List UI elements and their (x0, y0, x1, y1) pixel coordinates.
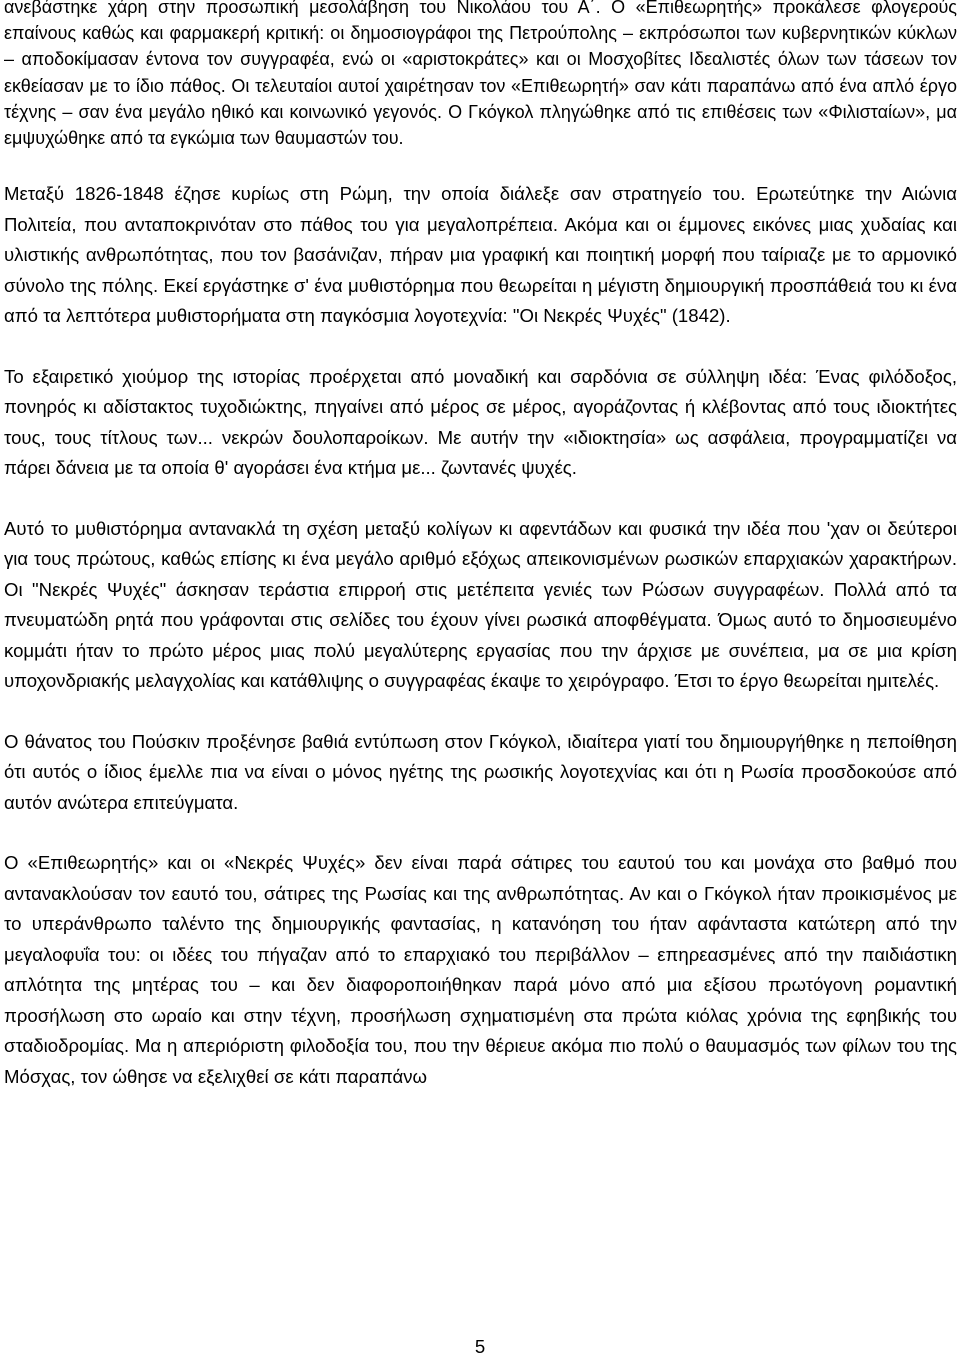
document-page (4, 0, 957, 1122)
paragraph-2: Μεταξύ 1826-1848 έζησε κυρίως στη Ρώμη, την οποία διάλεξε σαν στρατηγείο του. Ερωτεύτηκε την Αιώνια Πολιτεία, που ανταποκρινόταν στο πάθος του για μεγαλοπρέπεια. Ακόμα και οι έμμονες εικόνες μιας χυδαίας και υλιστικής ανθρωπότητας, που τον βασάνιζαν, πήραν μια γραφική και ποιητική μορφή που ταίριαζε με το αρμονικό σύνολο της πόλης. Εκεί εργάστηκε σ' ένα μυθιστόρημα που θεωρείται η μέγιστη δημιουργική προσπάθειά του κι ένα από τα λεπτότερα μυθιστορήματα στη παγκόσμια λογοτεχνία: "Οι Νεκρές Ψυχές" (1842). (4, 183, 957, 327)
paragraph-1: ανεβάστηκε χάρη στην προσωπική μεσολάβηση του Νικολάου του Α΄. Ο «Επιθεωρητής» προκάλεσε φλογερούς επαίνους καθώς και φαρμακερή κριτική: οι δημοσιογράφοι της Πετρούπολης – εκπρόσωποι των κυβερνητικών κύκλων – αποδοκίμασαν έντονα τον συγγραφέα, ενώ οι «αριστοκράτες» και οι Μοσχοβίτες Ιδεαλιστές όλων των τάσεων τον εκθείασαν με το ίδιο πάθος. Οι τελευταίοι αυτοί χαιρέτησαν τον «Επιθεωρητή» σαν κάτι παραπάνω από ένα απλό έργο τέχνης – σαν ένα μεγάλο ηθικό και κοινωνικό γεγονός. Ο Γκόγκολ πληγώθηκε από τις επιθέσεις των «Φιλισταίων», μα εμψυχώθηκε από τα εγκώμια των θαυμαστών του. (4, 0, 957, 149)
page-number: 5 (474, 1336, 486, 1357)
paragraph-3: Το εξαιρετικό χιούμορ της ιστορίας προέρχεται από μοναδική και σαρδόνια σε σύλληψη ιδέα: Ένας φιλόδοξος, πονηρός κι αδίστακτος τυχοδιώκτης, πηγαίνει από μέρος σε μέρος, αγοράζοντας ή κλέβοντας από τους ιδιοκτήτες τους, τους τίτλους των... νεκρών δουλοπαροίκων. Με αυτήν την «ιδιοκτησία» ως ασφάλεια, προγραμματίζει να πάρει δάνεια με τα οποία θ' αγοράσει ένα κτήμα με... ζωντανές ψυχές. (4, 365, 957, 479)
paragraph-5: Ο θάνατος του Πούσκιν προξένησε βαθιά εντύπωση στον Γκόγκολ, ιδιαίτερα γιατί του δημιουργήθηκε η πεποίθηση ότι αυτός ο ίδιος έμελλε πια να είναι ο μόνος ηγέτης της ρωσικής λογοτεχνίας και ότι η Ρωσία προσδοκούσε από αυτόν ανώτερα επιτεύγματα. (4, 730, 957, 813)
paragraph-4: Αυτό το μυθιστόρημα αντανακλά τη σχέση μεταξύ κολίγων κι αφεντάδων και φυσικά την ιδέα που 'χαν οι δεύτεροι για τους πρώτους, καθώς επίσης κι ένα μεγάλο αριθμό εξόχως απεικονισμένων ρωσικών επαρχιακών χαρακτήρων. Οι "Νεκρές Ψυχές" άσκησαν τεράστια επιρροή στις μετέπειτα γενιές των Ρώσων συγγραφέων. Πολλά από τα πνευματώδη ρητά που γράφονται στις σελίδες του έχουν γίνει ρωσικά αποφθέγματα. Όμως αυτό το δημοσιευμένο κομμάτι ήταν το πρώτο μέρος μιας πολύ μεγαλύτερης εργασίας που την άρχισε με συνέπεια, μα σε μια κρίση υποχονδριακής μελαγχολίας και κατάθλιψης ο συγγραφέας έκαψε το χειρόγραφο. Έτσι το έργο θεωρείται ημιτελές. (4, 517, 957, 692)
paragraph-6: Ο «Επιθεωρητής» και οι «Νεκρές Ψυχές» δεν είναι παρά σάτιρες του εαυτού του και μονάχα στο βαθμό που αντανακλούσαν τον εαυτό του, σάτιρες της Ρωσίας και της ανθρωπότητας. Αν και ο Γκόγκολ ήταν προικισμένος με το υπεράνθρωπο ταλέντο της δημιουργικής φαντασίας, η κατανόηση του ήταν αφάνταστα κατώτερη από την μεγαλοφυΐα του: οι ιδέες του πήγαζαν από το επαρχιακό του περιβάλλον – επηρεασμένες από την παιδιάστικη απλότητα της μητέρας του – και δεν διαφοροποιήθηκαν παρά μόνο από μια εξίσου πρωτόγονη ρομαντική προσήλωση στο ωραίο και στην τέχνη, προσήλωση σχηματισμένη στα πρώτα κιόλας χρόνια της εφηβικής του σταδιοδρομίας. Μα η απεριόριστη φιλοδοξία του, που την θέριευε ακόμα πιο πολύ ο θαυμασμός των φίλων του της Μόσχας, τον ώθησε να εξελιχθεί σε κάτι παραπάνω (4, 852, 957, 1087)
